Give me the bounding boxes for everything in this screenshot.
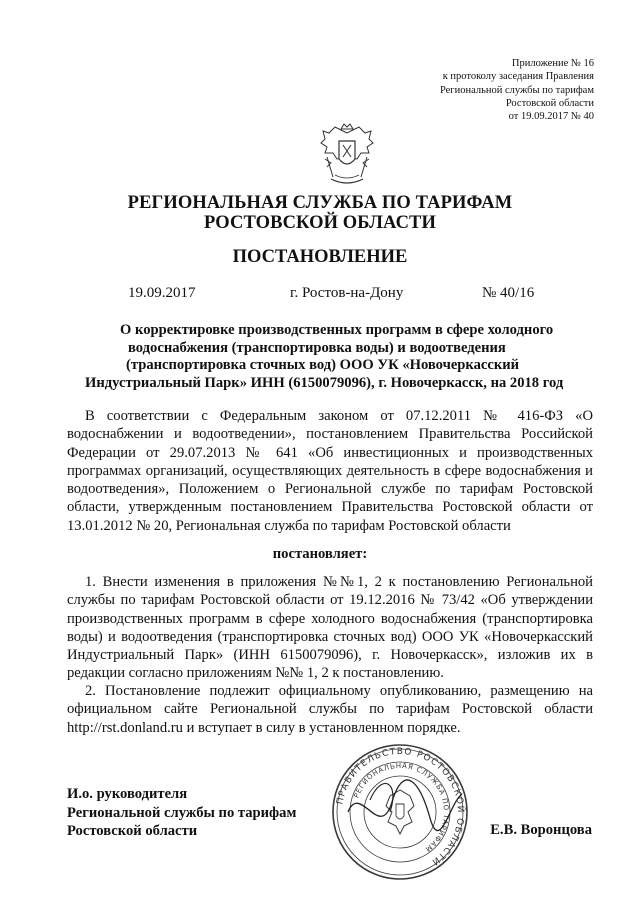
appendix-line: Региональной службы по тарифам: [439, 84, 594, 96]
signatory-title-line: Ростовской области: [67, 823, 198, 840]
appendix-line: Приложение № 16: [511, 58, 594, 69]
signatory-title-line: И.о. руководителя: [67, 786, 188, 802]
signatory-title-line: Региональной службы по тарифам: [67, 804, 297, 821]
decree-item-2: 2. Постановление подлежит официальному опубликованию, размещению на официальном сайте Региональной службы по тарифам Ростовской области http://rst.donland.ru и вступает в силу в установленном порядке.: [67, 683, 593, 736]
appendix-line: Ростовской области: [505, 97, 594, 109]
stamp-outer-text: ПРАВИТЕЛЬСТВО РОСТОВСКОЙ ОБЛАСТИ: [335, 746, 466, 868]
document-subject: [85, 322, 592, 392]
appendix-note: [440, 57, 594, 123]
org-name-line2: РОСТОВСКОЙ ОБЛАСТИ: [204, 213, 436, 233]
subject-line: (транспортировка сточных вод) ООО УК «Новочеркасский: [126, 357, 520, 373]
subject-line: водоснабжения (транспортировка воды) и водоотведения: [128, 339, 506, 356]
document-date: 19.09.2017: [128, 285, 196, 301]
decree-word: постановляет:: [272, 546, 368, 562]
subject-line: О корректировке производственных программ в сфере холодного: [120, 322, 554, 338]
coat-of-arms-emblem: [317, 123, 377, 189]
document-city: г. Ростов-на-Дону: [290, 285, 404, 301]
document-type-title: ПОСТАНОВЛЕНИЕ: [232, 247, 408, 267]
official-seal-stamp: [330, 742, 470, 882]
subject-line: Индустриальный Парк» ИНН (6150079096), г. Новочеркасск, на 2018 год: [85, 374, 564, 391]
stamp-inner-text: РЕГИОНАЛЬНАЯ СЛУЖБА ПО ТАРИФАМ: [352, 761, 451, 854]
document-number: № 40/16: [482, 285, 535, 301]
org-name-line1: РЕГИОНАЛЬНАЯ СЛУЖБА ПО ТАРИФАМ: [127, 193, 513, 213]
decree-item-1: 1. Внести изменения в приложения №№1, 2 к постановлению Региональной службы по тарифам Ростовской области от 19.12.2016 № 73/42 «Об утверждении производственных программ в сфере холодного водоснабжения (транспортировка воды) и водоотведения (транспортировка сточных вод) ООО УК «Новочеркасский Индустриальный Парк» (ИНН 6150079096), г. Новочеркасск», изложив их в редакции согласно приложениям №№ 1, 2 к постановлению.: [67, 574, 593, 682]
signatory-name: Е.В. Воронцова: [490, 822, 592, 838]
appendix-line: к протоколу заседания Правления: [442, 71, 594, 83]
signatory-title: [67, 785, 296, 841]
preamble-paragraph: В соответствии с Федеральным законом от 07.12.2011 № 416-ФЗ «О водоснабжении и водоотведении», постановлением Правительства Российской Федерации от 29.07.2013 № 641 «Об инвестиционных и производственных программах организаций, осуществляющих деятельность в сфере водоснабжения и водоотведения», Положением о Региональной службе по тарифам Ростовской области, утвержденным постановлением Правительства Ростовской области от 13.01.2012 № 20, Региональная служба по тарифам Ростовской области: [67, 408, 593, 534]
appendix-line: от 19.09.2017 № 40: [508, 111, 594, 123]
